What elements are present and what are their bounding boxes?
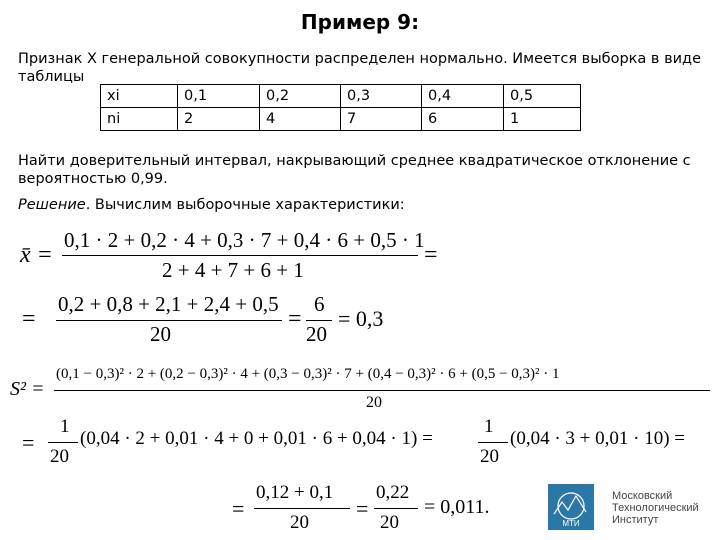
- logo-mark-icon: [548, 484, 594, 530]
- table-cell: 0,4: [422, 85, 504, 108]
- fraction-bar: [478, 442, 508, 443]
- mean-numerator: 0,1 · 2 + 0,2 · 4 + 0,3 · 7 + 0,4 · 6 + 0,5 · 1: [64, 228, 425, 252]
- variance-lhs: S² =: [10, 378, 45, 400]
- mean-denominator: 2 + 4 + 7 + 6 + 1: [162, 258, 304, 282]
- table-cell: 7: [341, 108, 422, 131]
- logo-abbr: МТИ: [562, 519, 580, 528]
- var2-body-2: (0,04 · 3 + 0,01 · 10) =: [510, 428, 685, 449]
- table-cell: 0,1: [178, 85, 260, 108]
- table-cell: 0,5: [504, 85, 581, 108]
- table-cell: 0,2: [260, 85, 341, 108]
- fraction-bar: [62, 255, 418, 256]
- var3-lhs: =: [232, 496, 245, 521]
- variance-result: = 0,011.: [424, 496, 490, 518]
- fraction-bar: [374, 508, 418, 509]
- fraction-bar: [306, 320, 332, 321]
- variance-denominator: 20: [366, 394, 382, 411]
- fraction-bar: [48, 442, 78, 443]
- var2-denominator-2: 20: [480, 446, 499, 467]
- slide-title: Пример 9:: [300, 10, 420, 34]
- var2-numerator: 1: [60, 416, 70, 437]
- mean-lhs: x̄ =: [20, 242, 53, 268]
- var2-denominator: 20: [50, 446, 69, 467]
- institute-name: [612, 490, 699, 526]
- institute-name-line-2: Технологический: [612, 502, 699, 514]
- mean2-equals: =: [288, 306, 302, 332]
- solution-text: . Вычислим выборочные характеристики:: [85, 197, 405, 213]
- mean2-numerator: 0,2 + 0,8 + 2,1 + 2,4 + 0,5: [58, 292, 279, 316]
- table-cell: 0,3: [341, 85, 422, 108]
- var2-body: (0,04 · 2 + 0,01 · 4 + 0 + 0,01 · 6 + 0,04 · 1) =: [80, 428, 433, 449]
- fraction-bar: [54, 390, 710, 391]
- var3-denominator: 20: [290, 512, 309, 533]
- problem-line-1: Признак X генеральной совокупности распределен нормально. Имеется выборка в виде: [18, 51, 701, 67]
- var2-lhs: =: [22, 430, 35, 455]
- var3-denominator-2: 20: [380, 512, 399, 533]
- task-line-2: вероятностью 0,99.: [18, 171, 168, 187]
- table-cell: xi: [101, 85, 178, 108]
- var2-numerator-2: 1: [484, 416, 494, 437]
- problem-line-2: таблицы: [18, 69, 85, 85]
- var3-numerator-2: 0,22: [376, 482, 410, 503]
- solution-label: Решение: [18, 197, 86, 213]
- sample-table: [100, 84, 581, 131]
- task-line-1: Найти доверительный интервал, накрывающий среднее квадратическое отклонение с: [18, 153, 691, 169]
- institute-logo: [548, 484, 594, 530]
- variance-numerator: (0,1 − 0,3)² · 2 + (0,2 − 0,3)² · 4 + (0,3 − 0,3)² · 7 + (0,4 − 0,3)² · 6 + (0,5 − 0,3)² · 1: [56, 366, 560, 382]
- var3-numerator: 0,12 + 0,1: [256, 482, 334, 503]
- mean2-denominator: 20: [150, 322, 171, 346]
- institute-name-line-1: Московский: [612, 490, 673, 502]
- fraction-bar: [254, 508, 350, 509]
- table-cell: 1: [504, 108, 581, 131]
- table-cell: 2: [178, 108, 260, 131]
- table-row: [101, 108, 581, 131]
- institute-name-line-3: Институт: [612, 514, 659, 526]
- mean2-numerator-2: 6: [314, 292, 325, 316]
- table-cell: ni: [101, 108, 178, 131]
- mean2-lhs: =: [22, 306, 36, 332]
- table-row: [101, 85, 581, 108]
- var3-equals: =: [356, 496, 369, 521]
- table-cell: 4: [260, 108, 341, 131]
- fraction-bar: [56, 320, 282, 321]
- mean-result: = 0,3: [338, 306, 384, 331]
- solution-line: [18, 196, 405, 214]
- table-cell: 6: [422, 108, 504, 131]
- mean-equals: =: [424, 242, 438, 268]
- mean2-denominator-2: 20: [306, 322, 327, 346]
